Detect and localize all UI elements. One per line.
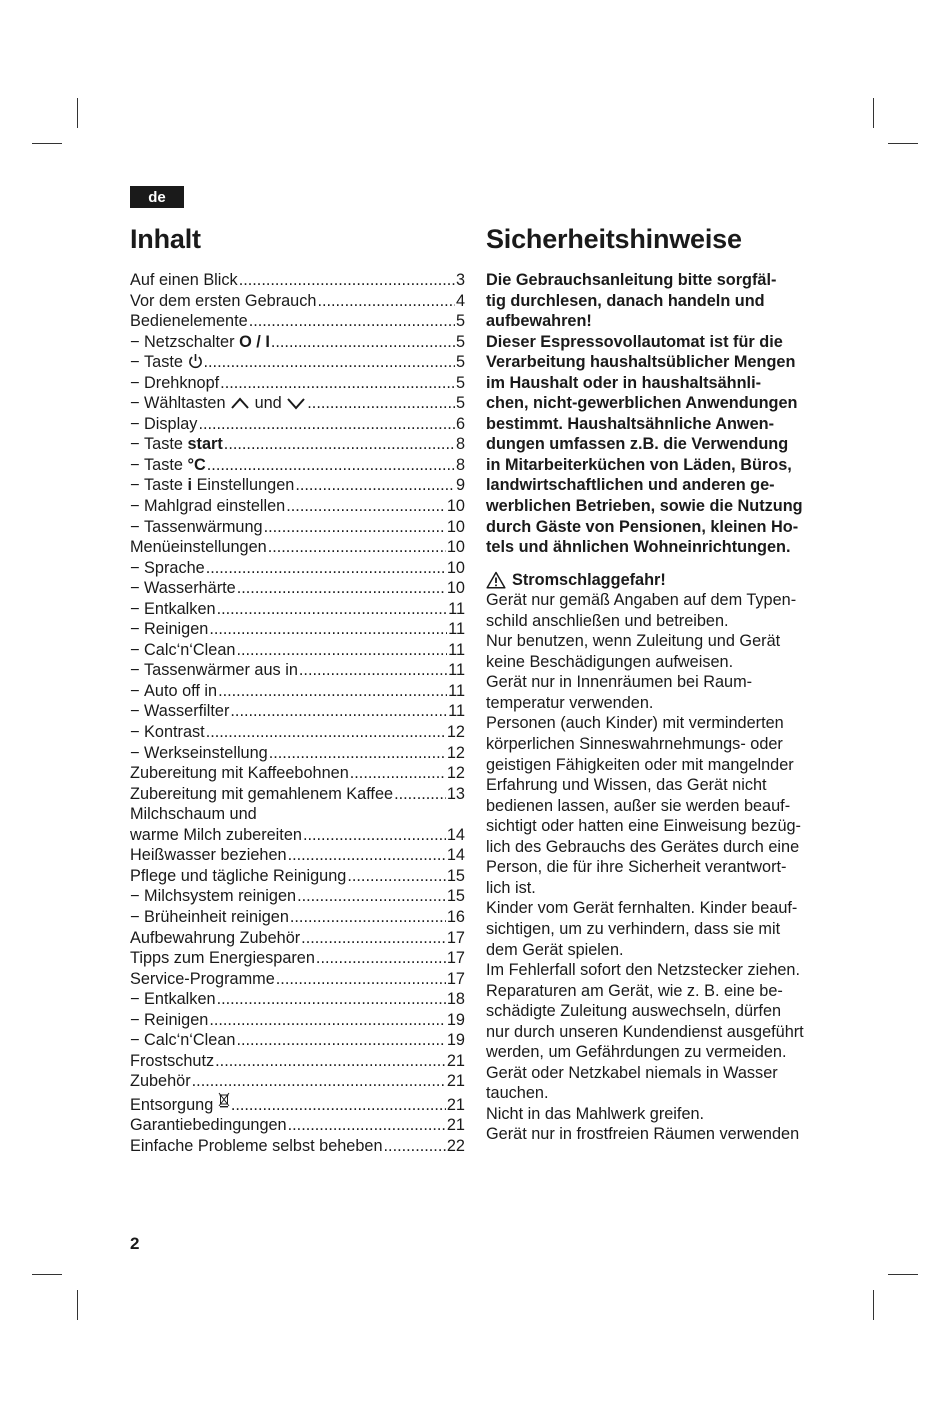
toc-entry-label bbox=[130, 763, 349, 784]
table-of-contents bbox=[130, 270, 465, 1157]
crop-mark bbox=[77, 1290, 78, 1320]
toc-entry-text: Menüeinstellungen bbox=[130, 538, 267, 557]
safety-intro-line: dungen umfassen z.B. die Verwendung bbox=[486, 435, 789, 454]
toc-leader-dots bbox=[206, 558, 446, 579]
toc-entry-label bbox=[130, 743, 268, 764]
toc-page-number: 14 bbox=[446, 846, 465, 865]
crop-mark bbox=[873, 98, 874, 128]
toc-entry-text: Wähltasten bbox=[144, 394, 226, 413]
toc-entry-sprache bbox=[130, 558, 465, 579]
warning-title-text: Stromschlaggefahr! bbox=[512, 570, 666, 589]
toc-leader-dots bbox=[209, 619, 447, 640]
toc-entry-display bbox=[130, 414, 465, 435]
toc-leader-dots bbox=[347, 866, 446, 887]
toc-entry-milchsystem-reinigen bbox=[130, 886, 465, 907]
toc-leader-dots bbox=[317, 291, 455, 312]
toc-entry-label bbox=[130, 599, 216, 620]
toc-entry-label bbox=[130, 681, 217, 702]
toc-page-number: 21 bbox=[446, 1051, 465, 1070]
toc-entry-text: Auf einen Blick bbox=[130, 271, 238, 289]
safety-body-line: schädigte Zuleitung auswechseln, dürfen bbox=[486, 1002, 782, 1021]
toc-entry-label bbox=[130, 332, 270, 353]
safety-intro-line: chen, nicht-gewerblichen Anwendungen bbox=[486, 394, 798, 413]
toc-page-number: 16 bbox=[446, 907, 465, 926]
toc-entry-tipps-zum-energiesparen bbox=[130, 948, 465, 969]
toc-leader-dots bbox=[264, 517, 446, 538]
toc-entry-label bbox=[130, 1051, 214, 1072]
toc-entry-reinigen bbox=[130, 1010, 465, 1031]
toc-leader-dots bbox=[288, 1115, 446, 1136]
safety-intro-line: landwirtschaftlichen und anderen ge- bbox=[486, 476, 775, 495]
toc-leader-dots bbox=[217, 599, 448, 620]
safety-section bbox=[486, 270, 831, 1145]
toc-entry-reinigen bbox=[130, 619, 465, 640]
toc-entry-label bbox=[130, 784, 393, 805]
toc-page-number: 5 bbox=[455, 394, 465, 413]
toc-entry-label bbox=[130, 434, 223, 455]
safety-intro-line: tig durchlesen, danach handeln und bbox=[486, 291, 765, 310]
toc-entry-garantiebedingungen bbox=[130, 1115, 465, 1136]
safety-intro-line: Dieser Espressovollautomat ist für die bbox=[486, 332, 783, 351]
toc-entry-text: Wasserhärte bbox=[144, 579, 236, 598]
toc-entry-wa-hltasten bbox=[130, 393, 465, 414]
safety-body-line: werden, um Gefährdungen zu vermeiden. bbox=[486, 1043, 787, 1062]
toc-page-number: 12 bbox=[446, 743, 465, 762]
safety-intro-line: bestimmt. Haushaltsähnliche Anwen- bbox=[486, 414, 774, 433]
safety-body-line: Nur benutzen, wenn Zuleitung und Gerät bbox=[486, 632, 781, 651]
toc-page-number: 5 bbox=[455, 332, 465, 351]
crop-mark bbox=[888, 143, 918, 144]
toc-entry-label bbox=[130, 928, 300, 949]
toc-entry-text: Service-Programme bbox=[130, 969, 275, 988]
toc-entry-text: Reinigen bbox=[144, 1010, 209, 1029]
toc-leader-dots bbox=[269, 743, 446, 764]
toc-entry-key-label: °C bbox=[187, 455, 206, 474]
toc-leader-dots bbox=[271, 332, 455, 353]
toc-entry-label bbox=[130, 393, 306, 414]
toc-entry-text: Zubereitung mit Kaffeebohnen bbox=[130, 764, 349, 783]
toc-entry-werkseinstellung bbox=[130, 743, 465, 764]
warning-triangle-icon bbox=[486, 571, 506, 589]
toc-leader-dots bbox=[206, 722, 446, 743]
toc-leader-dots bbox=[286, 496, 446, 517]
toc-entry-label bbox=[130, 578, 236, 599]
toc-page-number: 17 bbox=[446, 949, 465, 968]
safety-body-line: geistigen Fähigkeiten oder mit mangelnder bbox=[486, 755, 794, 774]
toc-page-number: 11 bbox=[448, 620, 465, 639]
toc-entry-label bbox=[130, 948, 315, 969]
toc-page-number: 19 bbox=[446, 1031, 465, 1050]
safety-body-line: lich des Gebrauchs des Gerätes durch eine bbox=[486, 837, 800, 856]
safety-intro-line: aufbewahren! bbox=[486, 312, 592, 331]
toc-entry-text: Aufbewahrung Zubehör bbox=[130, 928, 301, 947]
safety-body-line: lich ist. bbox=[486, 878, 536, 897]
safety-intro bbox=[486, 270, 831, 558]
toc-entry-mahlgrad-einstellen bbox=[130, 496, 465, 517]
safety-intro-line: tels und ähnlichen Wohneinrichtungen. bbox=[486, 538, 791, 557]
toc-leader-dots bbox=[350, 763, 446, 784]
toc-entry-text: Pflege und tägliche Reinigung bbox=[130, 866, 347, 885]
toc-page-number: 5 bbox=[455, 353, 465, 372]
toc-entry-text: Einfache Probleme selbst beheben bbox=[130, 1136, 383, 1155]
toc-entry-label bbox=[130, 517, 263, 538]
toc-entry-taste bbox=[130, 352, 465, 373]
toc-entry-label bbox=[130, 414, 197, 435]
toc-entry-wasserha-rte bbox=[130, 578, 465, 599]
toc-entry-label bbox=[130, 270, 238, 291]
toc-page-number: 15 bbox=[446, 887, 465, 906]
crop-mark bbox=[32, 143, 62, 144]
toc-leader-dots bbox=[231, 1095, 446, 1116]
toc-entry-taste bbox=[130, 455, 465, 476]
toc-entry-text: Kontrast bbox=[144, 723, 205, 742]
toc-entry-key-label: i bbox=[187, 476, 193, 495]
toc-entry-label bbox=[130, 1115, 287, 1136]
toc-entry-taste bbox=[130, 434, 465, 455]
toc-entry-label bbox=[130, 722, 205, 743]
toc-leader-dots bbox=[204, 352, 455, 373]
toc-leader-dots bbox=[239, 270, 455, 291]
toc-entry-text: Display bbox=[144, 414, 198, 433]
toc-entry-text: und bbox=[254, 394, 282, 413]
toc-entry-service-programme bbox=[130, 969, 465, 990]
toc-entry-aufbewahrung-zubeho-r bbox=[130, 928, 465, 949]
safety-body-line: Im Fehlerfall sofort den Netzstecker ziehen. bbox=[486, 961, 801, 980]
toc-page-number: 12 bbox=[446, 723, 465, 742]
toc-entry-label bbox=[130, 1136, 383, 1157]
safety-body-line: keine Beschädigungen aufweisen. bbox=[486, 652, 734, 671]
toc-entry-label bbox=[130, 311, 248, 332]
toc-leader-dots bbox=[295, 475, 455, 496]
toc-entry-calc-n-clean bbox=[130, 640, 465, 661]
toc-entry-text: Zubereitung mit gemahlenem Kaffee bbox=[130, 784, 394, 803]
toc-entry-text: Drehknopf bbox=[144, 373, 220, 392]
power-icon bbox=[188, 353, 203, 371]
toc-page-number: 4 bbox=[455, 291, 465, 310]
toc-entry-label: Milchschaum und bbox=[130, 805, 257, 824]
toc-entry-text: Tassenwärmung bbox=[144, 517, 263, 536]
toc-entry-text: Entkalken bbox=[144, 990, 216, 1009]
toc-leader-dots bbox=[236, 640, 447, 661]
toc-entry-label bbox=[130, 619, 208, 640]
toc-entry-text: Taste bbox=[144, 353, 183, 372]
toc-entry-entkalken bbox=[130, 599, 465, 620]
toc-leader-dots bbox=[198, 414, 455, 435]
toc-page-number: 9 bbox=[455, 476, 465, 495]
safety-intro-line: in Mitarbeiterküchen von Läden, Büros, bbox=[486, 455, 792, 474]
toc-entry-text: Netzschalter bbox=[144, 332, 235, 351]
toc-page-number: 11 bbox=[448, 681, 465, 700]
safety-body-line: schild anschließen und betreiben. bbox=[486, 611, 729, 630]
safety-body-line: Person, die für ihre Sicherheit verantwort- bbox=[486, 858, 787, 877]
toc-page-number: 8 bbox=[455, 455, 465, 474]
toc-entry-menu-einstellungen bbox=[130, 537, 465, 558]
safety-body-line: Gerät oder Netzkabel niemals in Wasser bbox=[486, 1063, 778, 1082]
toc-page-number: 11 bbox=[448, 640, 465, 659]
crop-mark bbox=[77, 98, 78, 128]
toc-entry-text: Bedienelemente bbox=[130, 312, 248, 331]
toc-entry-label bbox=[130, 989, 216, 1010]
toc-page-number: 10 bbox=[446, 538, 465, 557]
toc-entry-einfache-probleme-selbst-beheben bbox=[130, 1136, 465, 1157]
toc-leader-dots bbox=[218, 681, 447, 702]
toc-entry-text: Auto off in bbox=[144, 681, 218, 700]
toc-leader-dots bbox=[268, 537, 446, 558]
toc-entry-label bbox=[130, 1092, 230, 1116]
toc-entry-zubeho-r bbox=[130, 1071, 465, 1092]
safety-body-line: dem Gerät spielen. bbox=[486, 940, 624, 959]
toc-entry-label bbox=[130, 969, 275, 990]
toc-entry-text: Calc‘n‘Clean bbox=[144, 1031, 236, 1050]
toc-page-number: 8 bbox=[455, 435, 465, 454]
toc-entry-text: warme Milch zubereiten bbox=[130, 825, 302, 844]
toc-entry-text: Frostschutz bbox=[130, 1051, 215, 1070]
toc-entry-label bbox=[130, 496, 285, 517]
toc-page-number: 22 bbox=[446, 1136, 465, 1155]
toc-entry-text: Zubehör bbox=[130, 1072, 191, 1091]
toc-entry-label bbox=[130, 373, 219, 394]
safety-body-line: Gerät nur in frostfreien Räumen verwenden bbox=[486, 1125, 800, 1144]
toc-leader-dots bbox=[217, 989, 446, 1010]
safety-intro-line: im Haushalt oder in haushaltsähnli- bbox=[486, 373, 762, 392]
arrow-down-icon bbox=[286, 394, 306, 412]
toc-entry-label bbox=[130, 640, 235, 661]
toc-entry-text: Heißwasser beziehen bbox=[130, 846, 287, 865]
toc-entry-tassenwa-rmer-aus-in bbox=[130, 660, 465, 681]
crop-mark bbox=[888, 1274, 918, 1275]
safety-body-line: Reparaturen am Gerät, wie z. B. eine be- bbox=[486, 981, 783, 1000]
toc-entry-key-label: start bbox=[187, 435, 223, 454]
toc-entry-hei-wasser-beziehen bbox=[130, 845, 465, 866]
toc-entry-label bbox=[130, 475, 294, 496]
toc-entry-text: Tipps zum Energiesparen bbox=[130, 949, 315, 968]
toc-entry-label bbox=[130, 537, 267, 558]
crop-mark bbox=[32, 1274, 62, 1275]
toc-entry-warme-milch-zubereiten bbox=[130, 825, 465, 846]
toc-heading: Inhalt bbox=[130, 224, 201, 254]
toc-leader-dots bbox=[209, 1010, 446, 1031]
toc-entry-text: Einstellungen bbox=[196, 476, 295, 495]
toc-leader-dots bbox=[307, 393, 455, 414]
safety-body bbox=[486, 590, 831, 1145]
toc-page-number: 17 bbox=[446, 928, 465, 947]
toc-page-number: 17 bbox=[446, 969, 465, 988]
safety-body-line: Personen (auch Kinder) mit verminderten bbox=[486, 714, 784, 733]
toc-leader-dots bbox=[230, 701, 447, 722]
toc-entry-key-label: O / I bbox=[239, 332, 270, 351]
toc-page-number: 21 bbox=[446, 1095, 465, 1114]
toc-entry-zubereitung-mit-kaffeebohnen bbox=[130, 763, 465, 784]
toc-page-number: 21 bbox=[446, 1072, 465, 1091]
toc-entry-label bbox=[130, 1071, 191, 1092]
toc-page-number: 5 bbox=[455, 373, 465, 392]
toc-entry-text: Entkalken bbox=[144, 599, 216, 618]
toc-entry-text: Mahlgrad einstellen bbox=[144, 497, 286, 516]
toc-entry-auto-off-in bbox=[130, 681, 465, 702]
safety-body-line: körperlichen Sinneswahrnehmungs- oder bbox=[486, 735, 783, 754]
arrow-up-icon bbox=[230, 394, 250, 412]
toc-entry-bedienelemente bbox=[130, 311, 465, 332]
toc-entry bbox=[130, 804, 465, 825]
safety-intro-line: Verarbeitung haushaltsüblicher Mengen bbox=[486, 353, 796, 372]
toc-leader-dots bbox=[207, 455, 455, 476]
toc-leader-dots bbox=[224, 434, 455, 455]
language-badge: de bbox=[130, 186, 184, 208]
toc-entry-label bbox=[130, 825, 302, 846]
toc-leader-dots bbox=[236, 1030, 445, 1051]
toc-page-number: 10 bbox=[446, 497, 465, 516]
toc-leader-dots bbox=[288, 845, 446, 866]
toc-page-number: 10 bbox=[446, 558, 465, 577]
toc-page-number: 10 bbox=[446, 579, 465, 598]
toc-leader-dots bbox=[237, 578, 446, 599]
crop-mark bbox=[873, 1290, 874, 1320]
safety-body-line: Kinder vom Gerät fernhalten. Kinder beauf- bbox=[486, 899, 798, 918]
toc-entry-label bbox=[130, 558, 205, 579]
toc-entry-text: Taste bbox=[144, 435, 183, 454]
safety-body-line: bedienen lassen, außer sie werden beauf- bbox=[486, 796, 791, 815]
toc-leader-dots bbox=[220, 373, 455, 394]
safety-heading: Sicherheitshinweise bbox=[486, 224, 742, 254]
toc-entry-text: Sprache bbox=[144, 558, 205, 577]
crossed-bin-icon bbox=[218, 1096, 230, 1114]
toc-entry-auf-einen-blick bbox=[130, 270, 465, 291]
toc-entry-entsorgung bbox=[130, 1092, 465, 1116]
toc-leader-dots bbox=[316, 948, 446, 969]
toc-entry-label bbox=[130, 660, 298, 681]
toc-leader-dots bbox=[297, 886, 446, 907]
safety-intro-line: werblichen Betrieben, sowie die Nutzung bbox=[486, 497, 803, 516]
safety-body-line: nur durch unseren Kundendienst ausgeführt bbox=[486, 1022, 804, 1041]
toc-page-number: 11 bbox=[448, 599, 465, 618]
warning-title bbox=[486, 570, 831, 591]
toc-entry-pflege-und-ta-gliche-reinigung bbox=[130, 866, 465, 887]
safety-body-line: Gerät nur in Innenräumen bei Raum- bbox=[486, 673, 753, 692]
toc-entry-text: Garantiebedingungen bbox=[130, 1116, 287, 1135]
safety-intro-line: durch Gäste von Pensionen, kleinen Ho- bbox=[486, 517, 799, 536]
safety-body-line: Gerät nur gemäß Angaben auf dem Typen- bbox=[486, 591, 797, 610]
toc-entry-entkalken bbox=[130, 989, 465, 1010]
toc-page-number: 10 bbox=[446, 517, 465, 536]
toc-entry-calc-n-clean bbox=[130, 1030, 465, 1051]
toc-entry-label bbox=[130, 701, 229, 722]
toc-leader-dots bbox=[192, 1071, 446, 1092]
toc-leader-dots bbox=[249, 311, 455, 332]
toc-page-number: 6 bbox=[455, 414, 465, 433]
toc-page-number: 12 bbox=[446, 764, 465, 783]
safety-body-line: sichtigt oder hatten eine Einweisung bezüg- bbox=[486, 817, 801, 836]
toc-entry-label bbox=[130, 291, 316, 312]
toc-entry-text: Vor dem ersten Gebrauch bbox=[130, 291, 317, 310]
toc-entry-text: Werkseinstellung bbox=[144, 743, 268, 762]
safety-body-line: sichtigen, um zu verhindern, dass sie mit bbox=[486, 919, 781, 938]
toc-entry-text: Taste bbox=[144, 476, 183, 495]
toc-entry-text: Tassenwärmer aus in bbox=[144, 661, 298, 680]
toc-entry-text: Milchsystem reinigen bbox=[144, 887, 297, 906]
toc-entry-text: Brüheinheit reinigen bbox=[144, 907, 289, 926]
toc-leader-dots bbox=[215, 1051, 446, 1072]
toc-entry-bru-heinheit-reinigen bbox=[130, 907, 465, 928]
toc-entry-vor-dem-ersten-gebrauch bbox=[130, 291, 465, 312]
toc-leader-dots bbox=[276, 969, 446, 990]
toc-entry-wasserfilter bbox=[130, 701, 465, 722]
toc-entry-label bbox=[130, 866, 346, 887]
safety-body-line: Erfahrung und Wissen, das Gerät nicht bbox=[486, 776, 767, 795]
toc-entry-kontrast bbox=[130, 722, 465, 743]
toc-page-number: 15 bbox=[446, 866, 465, 885]
toc-entry-label bbox=[130, 455, 206, 476]
safety-intro-line: Die Gebrauchsanleitung bitte sorgfäl- bbox=[486, 271, 777, 289]
toc-entry-label bbox=[130, 352, 203, 373]
toc-page-number: 11 bbox=[448, 702, 465, 721]
toc-entry-netzschalter bbox=[130, 332, 465, 353]
page-number: 2 bbox=[130, 1234, 140, 1253]
toc-leader-dots bbox=[290, 907, 446, 928]
toc-page-number: 19 bbox=[446, 1010, 465, 1029]
toc-entry-text: Wasserfilter bbox=[144, 702, 230, 721]
toc-page-number: 18 bbox=[446, 990, 465, 1009]
toc-page-number: 14 bbox=[446, 825, 465, 844]
toc-entry-taste bbox=[130, 475, 465, 496]
toc-page-number: 21 bbox=[446, 1116, 465, 1135]
safety-body-line: temperatur verwenden. bbox=[486, 693, 654, 712]
toc-leader-dots bbox=[384, 1136, 446, 1157]
toc-entry-text: Calc‘n‘Clean bbox=[144, 640, 236, 659]
toc-entry-label bbox=[130, 1030, 235, 1051]
toc-entry-text: Reinigen bbox=[144, 620, 209, 639]
toc-leader-dots bbox=[303, 825, 446, 846]
toc-page-number: 5 bbox=[455, 312, 465, 331]
toc-page-number: 11 bbox=[448, 661, 465, 680]
toc-entry-tassenwa-rmung bbox=[130, 517, 465, 538]
toc-entry-label bbox=[130, 845, 287, 866]
toc-entry-label bbox=[130, 886, 296, 907]
toc-entry-label bbox=[130, 907, 289, 928]
toc-leader-dots bbox=[299, 660, 447, 681]
safety-body-line: tauchen. bbox=[486, 1084, 549, 1103]
toc-entry-frostschutz bbox=[130, 1051, 465, 1072]
toc-page-number: 13 bbox=[446, 784, 465, 803]
toc-leader-dots bbox=[301, 928, 446, 949]
safety-body-line: Nicht in das Mahlwerk greifen. bbox=[486, 1104, 705, 1123]
toc-leader-dots bbox=[394, 784, 446, 805]
toc-entry-zubereitung-mit-gemahlenem-kaffee bbox=[130, 784, 465, 805]
toc-entry-drehknopf bbox=[130, 373, 465, 394]
toc-page-number: 3 bbox=[455, 271, 465, 289]
toc-entry-label bbox=[130, 1010, 208, 1031]
toc-entry-text: Taste bbox=[144, 455, 183, 474]
toc-entry-text: Entsorgung bbox=[130, 1095, 214, 1114]
